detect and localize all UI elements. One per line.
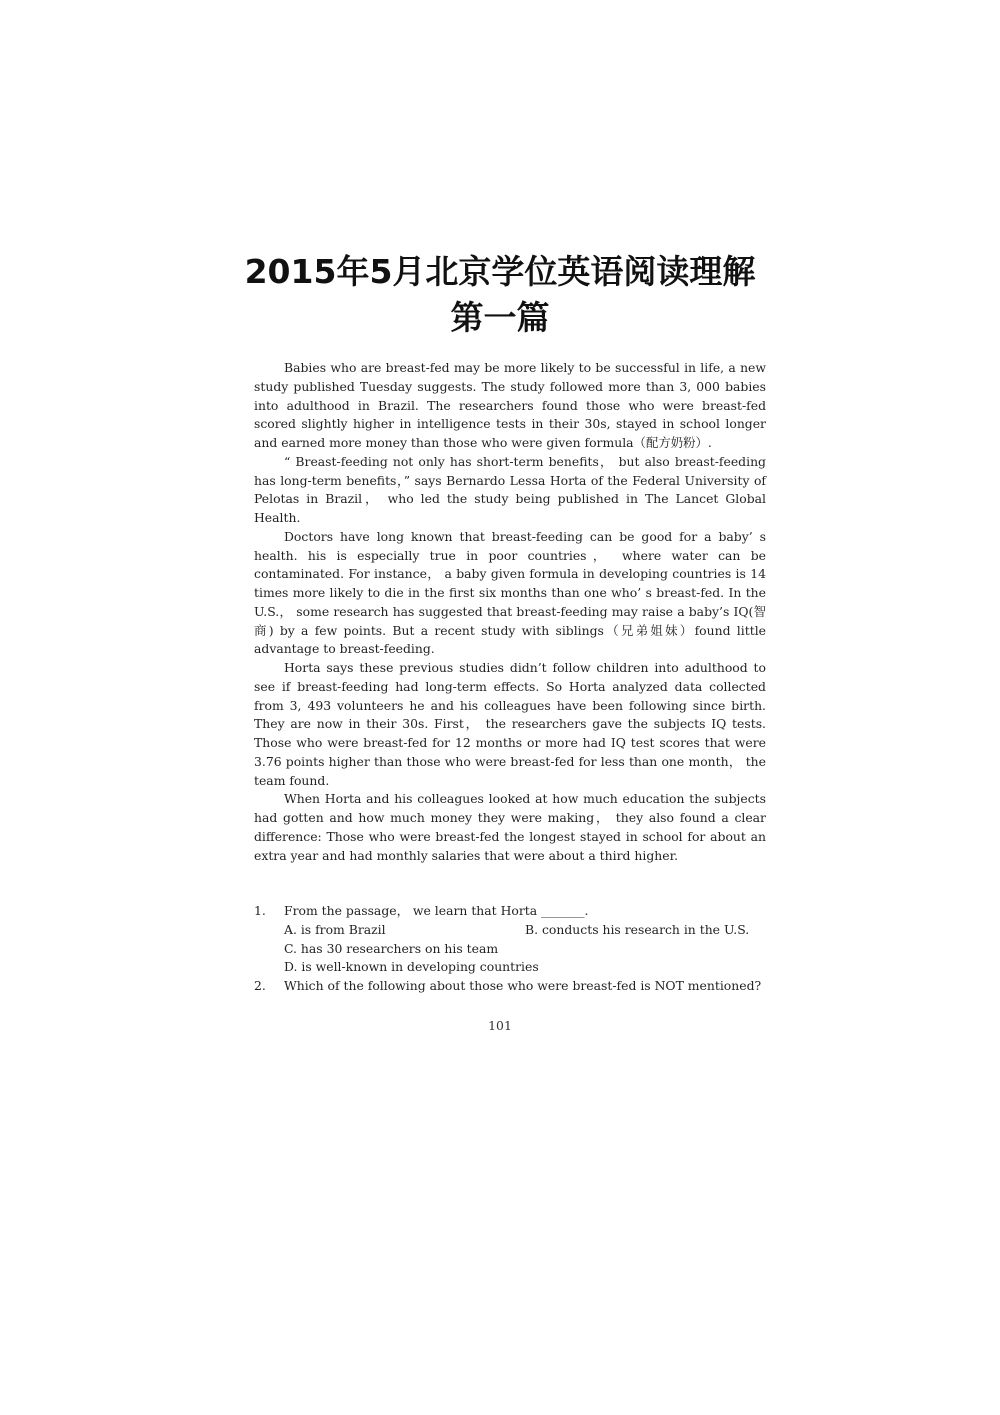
passage bbox=[254, 359, 766, 865]
question-2 bbox=[254, 977, 766, 996]
question-list bbox=[254, 902, 766, 996]
page-title: 2015年5月北京学位英语阅读理解 bbox=[244, 252, 756, 291]
passage-paragraph-4: Horta says these previous studies didn’t follow children into adulthood to see if breast-feeding had long-term effects. So Horta analyzed data collected from 3, 493 volunteers he and his colleagues have been following since birth. They are now in their 30s. First， the researchers gave the subjects IQ tests. Those who were breast-fed for 12 months or more had IQ test scores that were 3.76 points higher than those who were breast-fed for less than one month， the team found. bbox=[254, 660, 766, 788]
passage-paragraph-3: Doctors have long known that breast-feeding can be good for a baby’ s health. his is especially true in poor countries， where water can be contaminated. For instance， a baby given formula in developing countries is 14 times more likely to die in the first six months than one who’ s breast-fed. In the U.S.， some research has suggested that breast-feeding may raise a baby’s IQ(智商) by a few points. But a recent study with siblings（兄弟姐妹）found little advantage to breast-feeding. bbox=[254, 528, 766, 657]
option-row bbox=[254, 940, 766, 978]
passage-paragraph-1: Babies who are breast-fed may be more likely to be successful in life, a new study published Tuesday suggests. The study followed more than 3, 000 babies into adulthood in Brazil. The researchers found those who were breast-fed scored slightly higher in intelligence tests in their 30s, stayed in school longer and earned more money than those who were given formula（配方奶粉）. bbox=[254, 360, 766, 450]
page-number: 101 bbox=[488, 1018, 512, 1033]
option-d: D. is well-known in developing countries bbox=[284, 959, 539, 975]
passage-paragraph-5: When Horta and his colleagues looked at how much education the subjects had gotten and how much money they were making， they also found a clear difference: Those who were breast-fed the longest stayed in school for about an extra year and had monthly salaries that were about a third higher. bbox=[254, 791, 766, 863]
question-number: 2. bbox=[254, 978, 266, 993]
question-stem: Which of the following about those who were breast-fed is NOT mentioned? bbox=[284, 978, 762, 993]
passage-paragraph-2: “ Breast-feeding not only has short-term benefits， but also breast-feeding has long-term benefits，” says Bernardo Lessa Horta of the Federal University of Pelotas in Brazil， who led the study being published in The Lancet Global Health. bbox=[254, 453, 766, 525]
section-title: 第一篇 bbox=[450, 298, 550, 337]
option-b: B. conducts his research in the U.S. bbox=[525, 921, 750, 937]
option-row bbox=[254, 921, 766, 940]
question-1 bbox=[254, 902, 766, 921]
question-stem: From the passage， we learn that Horta _______. bbox=[284, 903, 589, 918]
question-number: 1. bbox=[254, 903, 266, 918]
option-a: A. is from Brazil bbox=[284, 921, 386, 937]
option-c: C. has 30 researchers on his team bbox=[284, 940, 499, 956]
